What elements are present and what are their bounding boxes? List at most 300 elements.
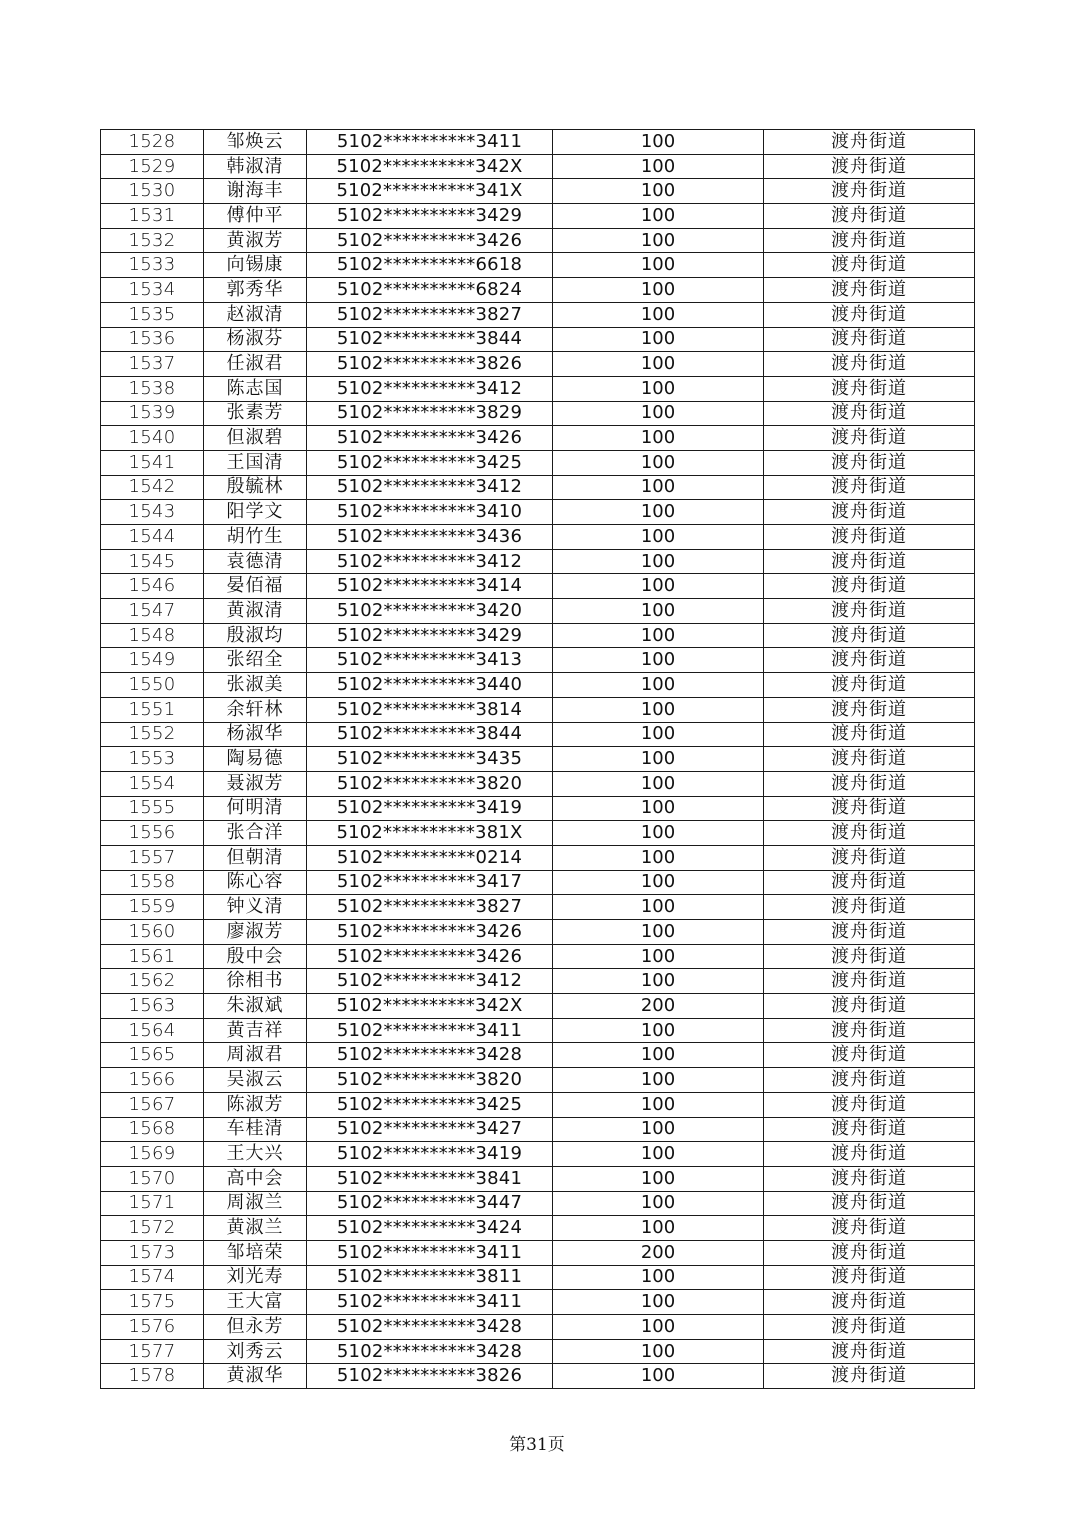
table-row <box>101 204 975 229</box>
table-row <box>101 1166 975 1191</box>
table-row <box>101 1043 975 1068</box>
table-row <box>101 944 975 969</box>
id-number-cell: 5102**********3826 <box>307 352 553 377</box>
name-cell: 谢海丰 <box>204 179 307 204</box>
row-number-cell: 1559 <box>101 895 204 920</box>
amount-cell: 100 <box>553 1142 764 1167</box>
table-row <box>101 475 975 500</box>
amount-cell: 100 <box>553 179 764 204</box>
row-number-cell: 1556 <box>101 821 204 846</box>
street-cell: 渡舟街道 <box>764 500 975 525</box>
row-number-cell: 1568 <box>101 1117 204 1142</box>
row-number-cell: 1539 <box>101 401 204 426</box>
name-cell: 黄淑芳 <box>204 228 307 253</box>
street-cell: 渡舟街道 <box>764 574 975 599</box>
row-number-cell: 1543 <box>101 500 204 525</box>
street-cell: 渡舟街道 <box>764 994 975 1019</box>
table-row <box>101 228 975 253</box>
table-row <box>101 327 975 352</box>
street-cell: 渡舟街道 <box>764 1240 975 1265</box>
row-number-cell: 1574 <box>101 1265 204 1290</box>
id-number-cell: 5102**********3826 <box>307 1364 553 1389</box>
table-row <box>101 1240 975 1265</box>
name-cell: 杨淑华 <box>204 722 307 747</box>
name-cell: 王大富 <box>204 1290 307 1315</box>
row-number-cell: 1572 <box>101 1216 204 1241</box>
amount-cell: 100 <box>553 870 764 895</box>
street-cell: 渡舟街道 <box>764 673 975 698</box>
name-cell: 殷中会 <box>204 944 307 969</box>
row-number-cell: 1531 <box>101 204 204 229</box>
table-row <box>101 697 975 722</box>
table-row <box>101 574 975 599</box>
id-number-cell: 5102**********3412 <box>307 475 553 500</box>
id-number-cell: 5102**********3411 <box>307 1240 553 1265</box>
street-cell: 渡舟街道 <box>764 1117 975 1142</box>
table-row <box>101 895 975 920</box>
table-row <box>101 1068 975 1093</box>
amount-cell: 100 <box>553 352 764 377</box>
id-number-cell: 5102**********3844 <box>307 722 553 747</box>
street-cell: 渡舟街道 <box>764 1290 975 1315</box>
amount-cell: 100 <box>553 154 764 179</box>
name-cell: 周淑君 <box>204 1043 307 1068</box>
street-cell: 渡舟街道 <box>764 623 975 648</box>
table-row <box>101 1092 975 1117</box>
name-cell: 杨淑芬 <box>204 327 307 352</box>
id-number-cell: 5102**********3410 <box>307 500 553 525</box>
amount-cell: 100 <box>553 1117 764 1142</box>
street-cell: 渡舟街道 <box>764 1191 975 1216</box>
amount-cell: 100 <box>553 574 764 599</box>
street-cell: 渡舟街道 <box>764 352 975 377</box>
amount-cell: 100 <box>553 771 764 796</box>
table-row <box>101 1018 975 1043</box>
table-row <box>101 969 975 994</box>
name-cell: 邹焕云 <box>204 130 307 155</box>
street-cell: 渡舟街道 <box>764 821 975 846</box>
table-row <box>101 673 975 698</box>
row-number-cell: 1550 <box>101 673 204 698</box>
id-number-cell: 5102**********3426 <box>307 920 553 945</box>
amount-cell: 100 <box>553 1068 764 1093</box>
street-cell: 渡舟街道 <box>764 1339 975 1364</box>
name-cell: 王国清 <box>204 450 307 475</box>
table-row <box>101 920 975 945</box>
table-row <box>101 130 975 155</box>
id-number-cell: 5102**********3411 <box>307 1018 553 1043</box>
street-cell: 渡舟街道 <box>764 845 975 870</box>
amount-cell: 100 <box>553 302 764 327</box>
id-number-cell: 5102**********3426 <box>307 944 553 969</box>
id-number-cell: 5102**********3425 <box>307 450 553 475</box>
id-number-cell: 5102**********3447 <box>307 1191 553 1216</box>
row-number-cell: 1577 <box>101 1339 204 1364</box>
amount-cell: 100 <box>553 376 764 401</box>
id-number-cell: 5102**********3820 <box>307 771 553 796</box>
name-cell: 刘秀云 <box>204 1339 307 1364</box>
street-cell: 渡舟街道 <box>764 1018 975 1043</box>
street-cell: 渡舟街道 <box>764 1166 975 1191</box>
id-number-cell: 5102**********3435 <box>307 747 553 772</box>
roster-table-body <box>101 130 975 1389</box>
name-cell: 袁德清 <box>204 549 307 574</box>
table-row <box>101 1290 975 1315</box>
street-cell: 渡舟街道 <box>764 1142 975 1167</box>
table-row <box>101 1339 975 1364</box>
table-row <box>101 352 975 377</box>
table-row <box>101 278 975 303</box>
amount-cell: 100 <box>553 475 764 500</box>
name-cell: 张淑美 <box>204 673 307 698</box>
table-row <box>101 870 975 895</box>
id-number-cell: 5102**********3827 <box>307 895 553 920</box>
row-number-cell: 1551 <box>101 697 204 722</box>
table-row <box>101 845 975 870</box>
amount-cell: 100 <box>553 1018 764 1043</box>
name-cell: 阳学文 <box>204 500 307 525</box>
name-cell: 王大兴 <box>204 1142 307 1167</box>
id-number-cell: 5102**********6824 <box>307 278 553 303</box>
street-cell: 渡舟街道 <box>764 1315 975 1340</box>
amount-cell: 100 <box>553 204 764 229</box>
table-row <box>101 1265 975 1290</box>
id-number-cell: 5102**********3419 <box>307 1142 553 1167</box>
table-row <box>101 179 975 204</box>
id-number-cell: 5102**********3412 <box>307 549 553 574</box>
table-row <box>101 525 975 550</box>
street-cell: 渡舟街道 <box>764 697 975 722</box>
row-number-cell: 1535 <box>101 302 204 327</box>
row-number-cell: 1530 <box>101 179 204 204</box>
street-cell: 渡舟街道 <box>764 1043 975 1068</box>
row-number-cell: 1566 <box>101 1068 204 1093</box>
id-number-cell: 5102**********3436 <box>307 525 553 550</box>
id-number-cell: 5102**********3419 <box>307 796 553 821</box>
row-number-cell: 1540 <box>101 426 204 451</box>
id-number-cell: 5102**********3820 <box>307 1068 553 1093</box>
amount-cell: 100 <box>553 796 764 821</box>
name-cell: 黄淑兰 <box>204 1216 307 1241</box>
name-cell: 郭秀华 <box>204 278 307 303</box>
row-number-cell: 1567 <box>101 1092 204 1117</box>
row-number-cell: 1538 <box>101 376 204 401</box>
name-cell: 朱淑斌 <box>204 994 307 1019</box>
amount-cell: 100 <box>553 278 764 303</box>
row-number-cell: 1565 <box>101 1043 204 1068</box>
name-cell: 张素芳 <box>204 401 307 426</box>
name-cell: 但淑碧 <box>204 426 307 451</box>
amount-cell: 200 <box>553 994 764 1019</box>
row-number-cell: 1561 <box>101 944 204 969</box>
name-cell: 殷淑均 <box>204 623 307 648</box>
id-number-cell: 5102**********341X <box>307 179 553 204</box>
amount-cell: 100 <box>553 747 764 772</box>
name-cell: 黄淑清 <box>204 599 307 624</box>
name-cell: 陈淑芳 <box>204 1092 307 1117</box>
row-number-cell: 1562 <box>101 969 204 994</box>
street-cell: 渡舟街道 <box>764 599 975 624</box>
table-row <box>101 599 975 624</box>
street-cell: 渡舟街道 <box>764 648 975 673</box>
table-row <box>101 500 975 525</box>
amount-cell: 100 <box>553 969 764 994</box>
name-cell: 晏佰福 <box>204 574 307 599</box>
row-number-cell: 1554 <box>101 771 204 796</box>
name-cell: 邹培荣 <box>204 1240 307 1265</box>
row-number-cell: 1542 <box>101 475 204 500</box>
amount-cell: 100 <box>553 1166 764 1191</box>
amount-cell: 100 <box>553 327 764 352</box>
street-cell: 渡舟街道 <box>764 228 975 253</box>
id-number-cell: 5102**********3417 <box>307 870 553 895</box>
table-row <box>101 623 975 648</box>
street-cell: 渡舟街道 <box>764 401 975 426</box>
id-number-cell: 5102**********3412 <box>307 376 553 401</box>
amount-cell: 100 <box>553 920 764 945</box>
row-number-cell: 1528 <box>101 130 204 155</box>
table-row <box>101 1315 975 1340</box>
street-cell: 渡舟街道 <box>764 426 975 451</box>
row-number-cell: 1557 <box>101 845 204 870</box>
street-cell: 渡舟街道 <box>764 130 975 155</box>
id-number-cell: 5102**********0214 <box>307 845 553 870</box>
id-number-cell: 5102**********3428 <box>307 1339 553 1364</box>
amount-cell: 100 <box>553 722 764 747</box>
table-row <box>101 450 975 475</box>
page-number: 第31页 <box>509 1435 565 1455</box>
amount-cell: 100 <box>553 1315 764 1340</box>
name-cell: 高中会 <box>204 1166 307 1191</box>
row-number-cell: 1544 <box>101 525 204 550</box>
row-number-cell: 1555 <box>101 796 204 821</box>
amount-cell: 100 <box>553 1265 764 1290</box>
id-number-cell: 5102**********3424 <box>307 1216 553 1241</box>
row-number-cell: 1546 <box>101 574 204 599</box>
street-cell: 渡舟街道 <box>764 154 975 179</box>
street-cell: 渡舟街道 <box>764 204 975 229</box>
id-number-cell: 5102**********3411 <box>307 130 553 155</box>
row-number-cell: 1553 <box>101 747 204 772</box>
row-number-cell: 1547 <box>101 599 204 624</box>
amount-cell: 100 <box>553 1191 764 1216</box>
name-cell: 黄淑华 <box>204 1364 307 1389</box>
table-row <box>101 1191 975 1216</box>
amount-cell: 100 <box>553 450 764 475</box>
row-number-cell: 1532 <box>101 228 204 253</box>
id-number-cell: 5102**********3440 <box>307 673 553 698</box>
row-number-cell: 1563 <box>101 994 204 1019</box>
name-cell: 钟义清 <box>204 895 307 920</box>
street-cell: 渡舟街道 <box>764 870 975 895</box>
id-number-cell: 5102**********3420 <box>307 599 553 624</box>
name-cell: 余轩林 <box>204 697 307 722</box>
street-cell: 渡舟街道 <box>764 1216 975 1241</box>
row-number-cell: 1570 <box>101 1166 204 1191</box>
street-cell: 渡舟街道 <box>764 278 975 303</box>
street-cell: 渡舟街道 <box>764 179 975 204</box>
table-row <box>101 747 975 772</box>
street-cell: 渡舟街道 <box>764 302 975 327</box>
amount-cell: 200 <box>553 1240 764 1265</box>
name-cell: 刘光寿 <box>204 1265 307 1290</box>
table-row <box>101 1216 975 1241</box>
row-number-cell: 1573 <box>101 1240 204 1265</box>
id-number-cell: 5102**********6618 <box>307 253 553 278</box>
name-cell: 陈心容 <box>204 870 307 895</box>
id-number-cell: 5102**********381X <box>307 821 553 846</box>
amount-cell: 100 <box>553 500 764 525</box>
row-number-cell: 1578 <box>101 1364 204 1389</box>
street-cell: 渡舟街道 <box>764 944 975 969</box>
amount-cell: 100 <box>553 228 764 253</box>
name-cell: 傅仲平 <box>204 204 307 229</box>
name-cell: 徐相书 <box>204 969 307 994</box>
amount-cell: 100 <box>553 895 764 920</box>
row-number-cell: 1545 <box>101 549 204 574</box>
name-cell: 向锡康 <box>204 253 307 278</box>
street-cell: 渡舟街道 <box>764 920 975 945</box>
id-number-cell: 5102**********3428 <box>307 1043 553 1068</box>
name-cell: 韩淑清 <box>204 154 307 179</box>
name-cell: 赵淑清 <box>204 302 307 327</box>
name-cell: 车桂清 <box>204 1117 307 1142</box>
row-number-cell: 1576 <box>101 1315 204 1340</box>
table-row <box>101 253 975 278</box>
name-cell: 周淑兰 <box>204 1191 307 1216</box>
name-cell: 胡竹生 <box>204 525 307 550</box>
row-number-cell: 1534 <box>101 278 204 303</box>
name-cell: 殷毓林 <box>204 475 307 500</box>
name-cell: 任淑君 <box>204 352 307 377</box>
table-row <box>101 1364 975 1389</box>
table-row <box>101 821 975 846</box>
street-cell: 渡舟街道 <box>764 376 975 401</box>
name-cell: 吴淑云 <box>204 1068 307 1093</box>
amount-cell: 100 <box>553 821 764 846</box>
row-number-cell: 1536 <box>101 327 204 352</box>
id-number-cell: 5102**********3827 <box>307 302 553 327</box>
id-number-cell: 5102**********3426 <box>307 426 553 451</box>
table-row <box>101 1142 975 1167</box>
amount-cell: 100 <box>553 426 764 451</box>
row-number-cell: 1549 <box>101 648 204 673</box>
id-number-cell: 5102**********3427 <box>307 1117 553 1142</box>
table-row <box>101 376 975 401</box>
name-cell: 但永芳 <box>204 1315 307 1340</box>
id-number-cell: 5102**********3411 <box>307 1290 553 1315</box>
street-cell: 渡舟街道 <box>764 1364 975 1389</box>
street-cell: 渡舟街道 <box>764 722 975 747</box>
name-cell: 聂淑芳 <box>204 771 307 796</box>
amount-cell: 100 <box>553 845 764 870</box>
row-number-cell: 1571 <box>101 1191 204 1216</box>
name-cell: 张绍全 <box>204 648 307 673</box>
id-number-cell: 5102**********342X <box>307 154 553 179</box>
row-number-cell: 1548 <box>101 623 204 648</box>
id-number-cell: 5102**********3425 <box>307 1092 553 1117</box>
id-number-cell: 5102**********3428 <box>307 1315 553 1340</box>
street-cell: 渡舟街道 <box>764 450 975 475</box>
table-row <box>101 549 975 574</box>
street-cell: 渡舟街道 <box>764 969 975 994</box>
amount-cell: 100 <box>553 1216 764 1241</box>
amount-cell: 100 <box>553 130 764 155</box>
id-number-cell: 5102**********3412 <box>307 969 553 994</box>
amount-cell: 100 <box>553 1092 764 1117</box>
amount-cell: 100 <box>553 1339 764 1364</box>
row-number-cell: 1533 <box>101 253 204 278</box>
id-number-cell: 5102**********3814 <box>307 697 553 722</box>
name-cell: 但朝清 <box>204 845 307 870</box>
street-cell: 渡舟街道 <box>764 1092 975 1117</box>
id-number-cell: 5102**********3429 <box>307 623 553 648</box>
table-row <box>101 154 975 179</box>
id-number-cell: 5102**********3414 <box>307 574 553 599</box>
name-cell: 何明清 <box>204 796 307 821</box>
row-number-cell: 1575 <box>101 1290 204 1315</box>
row-number-cell: 1541 <box>101 450 204 475</box>
name-cell: 陶易德 <box>204 747 307 772</box>
table-row <box>101 401 975 426</box>
id-number-cell: 5102**********3426 <box>307 228 553 253</box>
name-cell: 廖淑芳 <box>204 920 307 945</box>
amount-cell: 100 <box>553 525 764 550</box>
row-number-cell: 1564 <box>101 1018 204 1043</box>
street-cell: 渡舟街道 <box>764 796 975 821</box>
amount-cell: 100 <box>553 697 764 722</box>
row-number-cell: 1558 <box>101 870 204 895</box>
row-number-cell: 1552 <box>101 722 204 747</box>
street-cell: 渡舟街道 <box>764 1265 975 1290</box>
name-cell: 黄吉祥 <box>204 1018 307 1043</box>
amount-cell: 100 <box>553 1290 764 1315</box>
street-cell: 渡舟街道 <box>764 771 975 796</box>
id-number-cell: 5102**********3844 <box>307 327 553 352</box>
street-cell: 渡舟街道 <box>764 747 975 772</box>
table-row <box>101 994 975 1019</box>
amount-cell: 100 <box>553 599 764 624</box>
table-row <box>101 1117 975 1142</box>
id-number-cell: 5102**********3811 <box>307 1265 553 1290</box>
row-number-cell: 1537 <box>101 352 204 377</box>
table-row <box>101 796 975 821</box>
street-cell: 渡舟街道 <box>764 525 975 550</box>
table-row <box>101 426 975 451</box>
row-number-cell: 1569 <box>101 1142 204 1167</box>
amount-cell: 100 <box>553 549 764 574</box>
row-number-cell: 1560 <box>101 920 204 945</box>
street-cell: 渡舟街道 <box>764 475 975 500</box>
name-cell: 张合洋 <box>204 821 307 846</box>
id-number-cell: 5102**********342X <box>307 994 553 1019</box>
row-number-cell: 1529 <box>101 154 204 179</box>
table-row <box>101 771 975 796</box>
street-cell: 渡舟街道 <box>764 327 975 352</box>
amount-cell: 100 <box>553 401 764 426</box>
id-number-cell: 5102**********3429 <box>307 204 553 229</box>
table-row <box>101 648 975 673</box>
table-row <box>101 722 975 747</box>
amount-cell: 100 <box>553 623 764 648</box>
street-cell: 渡舟街道 <box>764 895 975 920</box>
roster-table <box>100 129 975 1389</box>
id-number-cell: 5102**********3829 <box>307 401 553 426</box>
table-row <box>101 302 975 327</box>
amount-cell: 100 <box>553 1364 764 1389</box>
amount-cell: 100 <box>553 648 764 673</box>
amount-cell: 100 <box>553 253 764 278</box>
